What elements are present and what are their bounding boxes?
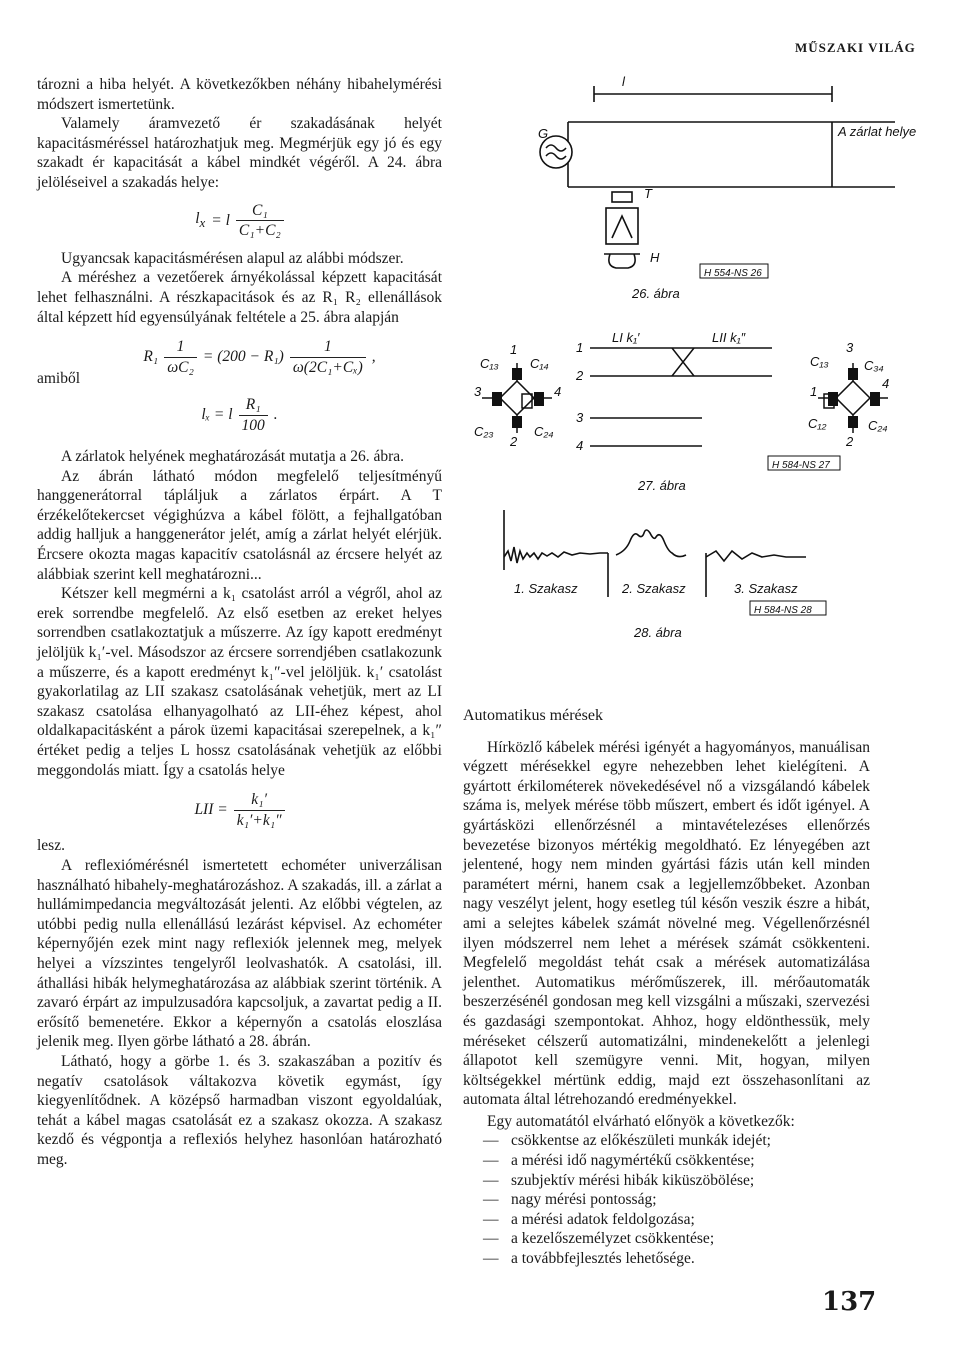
list-item: — csökkentse az előkészületi munkák idejét; (483, 1131, 870, 1151)
section-2-label: 2. Szakasz (622, 581, 686, 596)
list-item: — szubjektív mérési hibák kiküszöbölése; (483, 1171, 870, 1191)
equation-1 (37, 201, 442, 241)
paragraph: amiből (37, 370, 81, 388)
eq-numerator: C₁ (236, 201, 284, 222)
label-lii: LII k₁″ (712, 330, 746, 345)
eq-end: . (273, 406, 278, 424)
node-3-right: 3 (846, 340, 854, 355)
label-c12: C₁₂ (808, 416, 827, 431)
label-c34: C₃₄ (864, 358, 884, 373)
wire-2: 2 (576, 368, 584, 383)
eq-numerator: R₁ (239, 395, 268, 416)
paragraph: A zárlatok helyének meghatározását mutatja a 26. ábra. (61, 448, 404, 466)
node-1-right: 1 (810, 384, 818, 399)
eq-symbol: l (195, 209, 200, 227)
eq-symbol: R₁ (143, 348, 159, 366)
wire-3: 3 (576, 410, 584, 425)
eq-end: , (371, 348, 376, 366)
label-h: H (650, 250, 660, 265)
paragraph: Kétszer kell megmérni a k₁ csatolást arról a végről, ahol az erek sorrendbe megfelelő. Az első esetben az ereket helyes sorrendben csatlakoztatjuk a műszerre. Az így kapott eredményt jelöljük k₁′-vel. Másodszor az ércsere sorrendjében csatlakozunk a műszerre, és a kapott eredményt k₁″-vel jelöljük. k₁′ csatolást gyakorlatilag az LII szakasz csatolásának vehetjük, mert az LI szakasz csatolása elhanyagolható az LII-éhez képest, ahol oldalkapacitásként a párok üzemi kapacitásai szerepelnek, a k₁″ értéket pedig a teljes L hossz csatolásának vehetjük az előbbi meggondolás miatt. Így a csatolás helye (37, 585, 442, 779)
paragraph: A méréshez a vezetőerek árnyékolással képzett kapacitását lehet felhasználni. A részkapacitások és az R₁ R₂ ellenállások által képzett híd egyensúlyának feltétele a 25. ábra alapján (37, 269, 442, 326)
node-4-right: 4 (882, 376, 890, 391)
label-c13-right: C₁₃ (810, 354, 829, 369)
label-c13: C₁₃ (480, 356, 499, 371)
equation-3 (37, 395, 442, 435)
label-g: G (538, 126, 549, 141)
left-column (37, 75, 442, 1169)
label-c24: C₂₄ (534, 424, 554, 439)
figure-code: H 584-NS 27 (772, 460, 830, 471)
paragraph: Az ábrán látható módon megfelelő teljesítményű hanggenerátorral tápláljuk a zárlatos érpárt. A T érzékelőtekercset végighúzva a kábel fölött, a fejhallgatóban addig halljuk a hanggenerátor jelét, amíg a zárlat helyét elérjük. Ércsere okozta magas kapacitív csatolásnál az ércsere helyét az alábbiak szerint kell meghatározni... (37, 467, 442, 583)
list-item: — a továbbfejlesztés lehetősége. (483, 1249, 870, 1269)
node-2-right: 2 (846, 434, 854, 449)
figure-caption: 26. ábra (632, 286, 680, 301)
section-title: Automatikus mérések (463, 707, 603, 724)
equation-4 (37, 790, 442, 830)
figure-28 (494, 505, 874, 645)
section-1-label: 1. Szakasz (514, 581, 578, 596)
paragraph: A reflexiómérésnél ismertetett echométer univerzálisan használható hibahely-meghatározáshoz. A szakadás, ill. a zárlat a hullámimpedancia megváltozását jelenti. Az előbbi végtelen, az utóbbi pedig nulla ellenállású lezárást képvisel. Az echométer képernyőjén ezek mint nagy reflexiók jelennek meg, melyek helyei a vízszintes tengelyről leolvashatók. A csatolási, ill. áthallási hibák helymeghatározása az alábbiak szerint történik. A zavaró érpárt az impulzusadóra kapcsoljuk, a zavartat pedig a II. erősítő bemenetére. Ekkor a képernyőn a csatolás eloszlása jelenik meg. Ilyen görbe látható a 28. ábrán. (37, 856, 442, 1051)
page-number: 137 (822, 1287, 877, 1317)
eq-denominator: C₁+C₂ (238, 222, 281, 240)
figure-caption: 28. ábra (634, 625, 682, 640)
node-1: 1 (510, 342, 518, 357)
wire-1: 1 (576, 340, 584, 355)
eq-sign: = l (211, 211, 230, 229)
label-t: T (644, 186, 652, 201)
paragraph: Egy automatától elvárható előnyök a következők: (487, 1112, 795, 1130)
figure-code: H 584-NS 28 (754, 605, 812, 616)
eq-middle: = (200 − R₁) (202, 348, 284, 366)
label-li: LI k₁′ (612, 330, 640, 345)
eq-numerator: k₁′ (234, 790, 285, 811)
figure-26 (520, 72, 920, 302)
eq-denominator: k₁′+k₁″ (236, 811, 282, 829)
figure-27 (472, 318, 892, 498)
node-2: 2 (510, 434, 518, 449)
journal-header: MŰSZAKI VILÁG (795, 40, 916, 55)
label-l: l (622, 74, 625, 89)
label-c14: C₁₄ (530, 356, 549, 371)
eq-denominator: 100 (241, 416, 265, 434)
paragraph: Hírközlő kábelek mérési igényét a hagyományos, manuálisan végzett mérésekkel egyre nehezebben lehet kielégíteni. A gyártott érkilométerek növekedésével nő a vizsgálandó kábelek száma is, melyek mérése több műszert, embert és időt igényel. A gyártásközi ellenőrzésnél a mintavételezéses ellenőrzés bevezetése bizonyos mértékig megoldható. Ez lényegében azt jelentené, hogy nem minden gyártási fázis után kell minden paramétert mérni, hanem csak a legjellemzőbbeket. Azonban nagy veszélyt jelent, hogy esetleg túl későn veszik észre a hibát, ami a selejtes kábelek számát növelné meg. Végellenőrzésnél ilyen módszerrel nem lehet a mérések számát csökkenteni. Megfelelő megoldást tehát csak a mérések automatizálása jelenthet. Automatikus mérőműszerek, ill. mérőautomaták beszerzésénél gondosan meg kell vizsgálni a műszaki, szervezési és gazdasági szempontokat. Ahhoz, hogy eldönthessük, mely méréseket célszerű automatizálni, mindenekelőtt a jelenlegi állapotot kell szemügyre venni. Mit, hogyan, milyen költségekkel mértünk eddig, majd ezt összehasonlítani az automata által létrehozandó eredményekkel. (463, 738, 870, 1109)
label-short-location: A zárlat helye (838, 124, 917, 139)
node-3: 3 (474, 384, 482, 399)
list-item: — a mérési adatok feldolgozása; (483, 1210, 870, 1230)
figure-code: H 554-NS 26 (704, 268, 762, 279)
wire-4: 4 (576, 438, 584, 453)
paragraph: lesz. (37, 837, 65, 855)
paragraph: tározni a hiba helyét. A következőkben néhány hibahelymérési módszert ismertetünk. (37, 76, 442, 113)
section-3-label: 3. Szakasz (734, 581, 798, 596)
node-4: 4 (554, 384, 562, 399)
eq-numerator: 1 (290, 337, 366, 358)
paragraph: Látható, hogy a görbe 1. és 3. szakaszában a pozitív és negatív csatolások váltakozva követik egymást, így kiegyenlítődnek. A középső harmadban viszont egyoldalúak, tehát a kábel magas csatolását ez a szakasz okozza. A szakasz kezdő és végpontja a reflexiós helyhez hasonlóan határozható meg. (37, 1052, 442, 1168)
list-item: — nagy mérési pontosság; (483, 1190, 870, 1210)
list-item: — a mérési idő nagymértékű csökkentése; (483, 1151, 870, 1171)
label-c24-right: C₂₄ (868, 418, 888, 433)
right-column (463, 706, 870, 1269)
eq-symbol: LII = (194, 801, 228, 819)
paragraph: Valamely áramvezető ér szakadásának helyét kapacitásméréssel határozhatjuk meg. Megmérjük egy jó és egy szakadt ér kapacitását a kábel mindkét végéről. A 24. ábra jelöléseivel a szakadás helye: (37, 115, 442, 191)
eq-denominator: ω(2C₁+Cₓ) (292, 358, 363, 376)
eq-denominator: ωC₂ (167, 358, 194, 376)
paragraph: Ugyancsak kapacitásmérésen alapul az alábbi módszer. (61, 249, 404, 267)
label-c23: C₂₃ (474, 424, 494, 439)
list-item: — a kezelőszemélyzet csökkentése; (483, 1229, 870, 1249)
eq-numerator: 1 (164, 337, 197, 358)
advantages-list (483, 1131, 870, 1268)
figure-caption: 27. ábra (638, 478, 686, 493)
eq-symbol: lₓ = l (201, 406, 233, 424)
eq-sub: x (199, 214, 206, 230)
